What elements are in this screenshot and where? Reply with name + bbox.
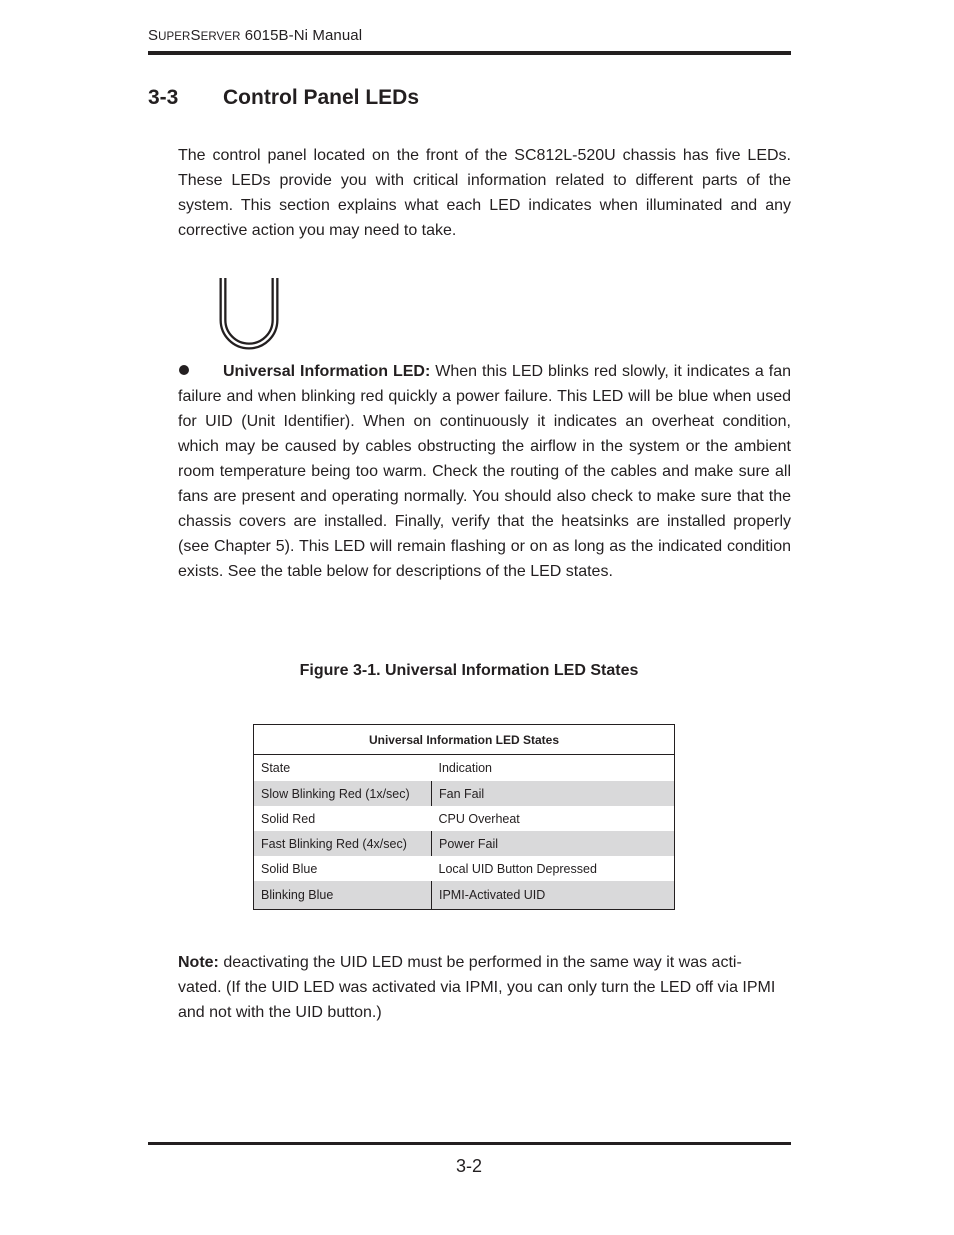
indication-cell: IPMI-Activated UID	[432, 881, 675, 910]
intro-paragraph: The control panel located on the front of the SC812L-520U chassis has five LEDs. These LEDs provide you with critical information related to different parts of the system. This section explains what each LED indicates when illuminated and any corrective action you may need to take.	[178, 147, 791, 239]
section-number: 3-3	[148, 86, 179, 109]
indication-cell: Local UID Button Depressed	[438, 861, 597, 876]
uid-led-paragraph	[178, 359, 791, 584]
table-title-row	[254, 725, 675, 755]
page-number: 3-2	[455, 1156, 482, 1176]
state-cell: Solid Blue	[261, 861, 318, 876]
table-title: Universal Information LED States	[254, 725, 675, 755]
uid-led-text: When this LED blinks red slowly, it indicates a fan failure and when blinking red quickly a power failure. This LED will be blue when used for UID (Unit Identifier). When on continuously it indicates an overheat condition, which may be caused by cables obstructing the airflow in the system or the ambient room temperature being too warm. Check the routing of the cables and make sure all fans are present and operating normally. You should also check to make sure that the chassis covers are installed. Finally, verify that the heatsinks are installed properly (see Chapter 5). This LED will remain flashing or on as long as the indicated condition exists. See the table below for descriptions of the LED states.	[178, 363, 791, 580]
figure-caption: Figure 3-1. Universal Information LED States	[299, 662, 639, 679]
table-header-row	[254, 755, 675, 782]
uid-led-label: Universal Information LED:	[223, 363, 431, 380]
table-row	[254, 831, 675, 856]
section-title: Control Panel LEDs	[223, 86, 420, 109]
column-header-indication: Indication	[438, 761, 493, 775]
note-text: deactivating the UID LED must be performed in the same way it was acti-vated. (If the UID LED was activated via IPMI, you can only turn the LED off via IPMI and not with the UID button.)	[178, 954, 776, 1021]
uid-u-icon	[218, 276, 280, 352]
note-paragraph	[178, 950, 778, 1025]
state-cell: Solid Red	[261, 811, 316, 826]
table-row	[254, 806, 675, 831]
column-header-state: State	[261, 761, 291, 775]
indication-cell: Power Fail	[432, 831, 675, 856]
running-header: SUPERSERVER 6015B-Ni Manual	[148, 27, 363, 44]
led-states-table	[253, 724, 675, 910]
footer-rule	[148, 1142, 791, 1145]
indication-cell: CPU Overheat	[438, 811, 520, 826]
note-label: Note:	[178, 954, 219, 971]
state-cell: Slow Blinking Red (1x/sec)	[254, 781, 432, 806]
table-row	[254, 856, 675, 881]
state-cell: Fast Blinking Red (4x/sec)	[254, 831, 432, 856]
header-rule	[148, 51, 791, 55]
table-row	[254, 781, 675, 806]
state-cell: Blinking Blue	[254, 881, 432, 910]
section-heading	[148, 86, 419, 110]
indication-cell: Fan Fail	[432, 781, 675, 806]
table-row	[254, 881, 675, 910]
